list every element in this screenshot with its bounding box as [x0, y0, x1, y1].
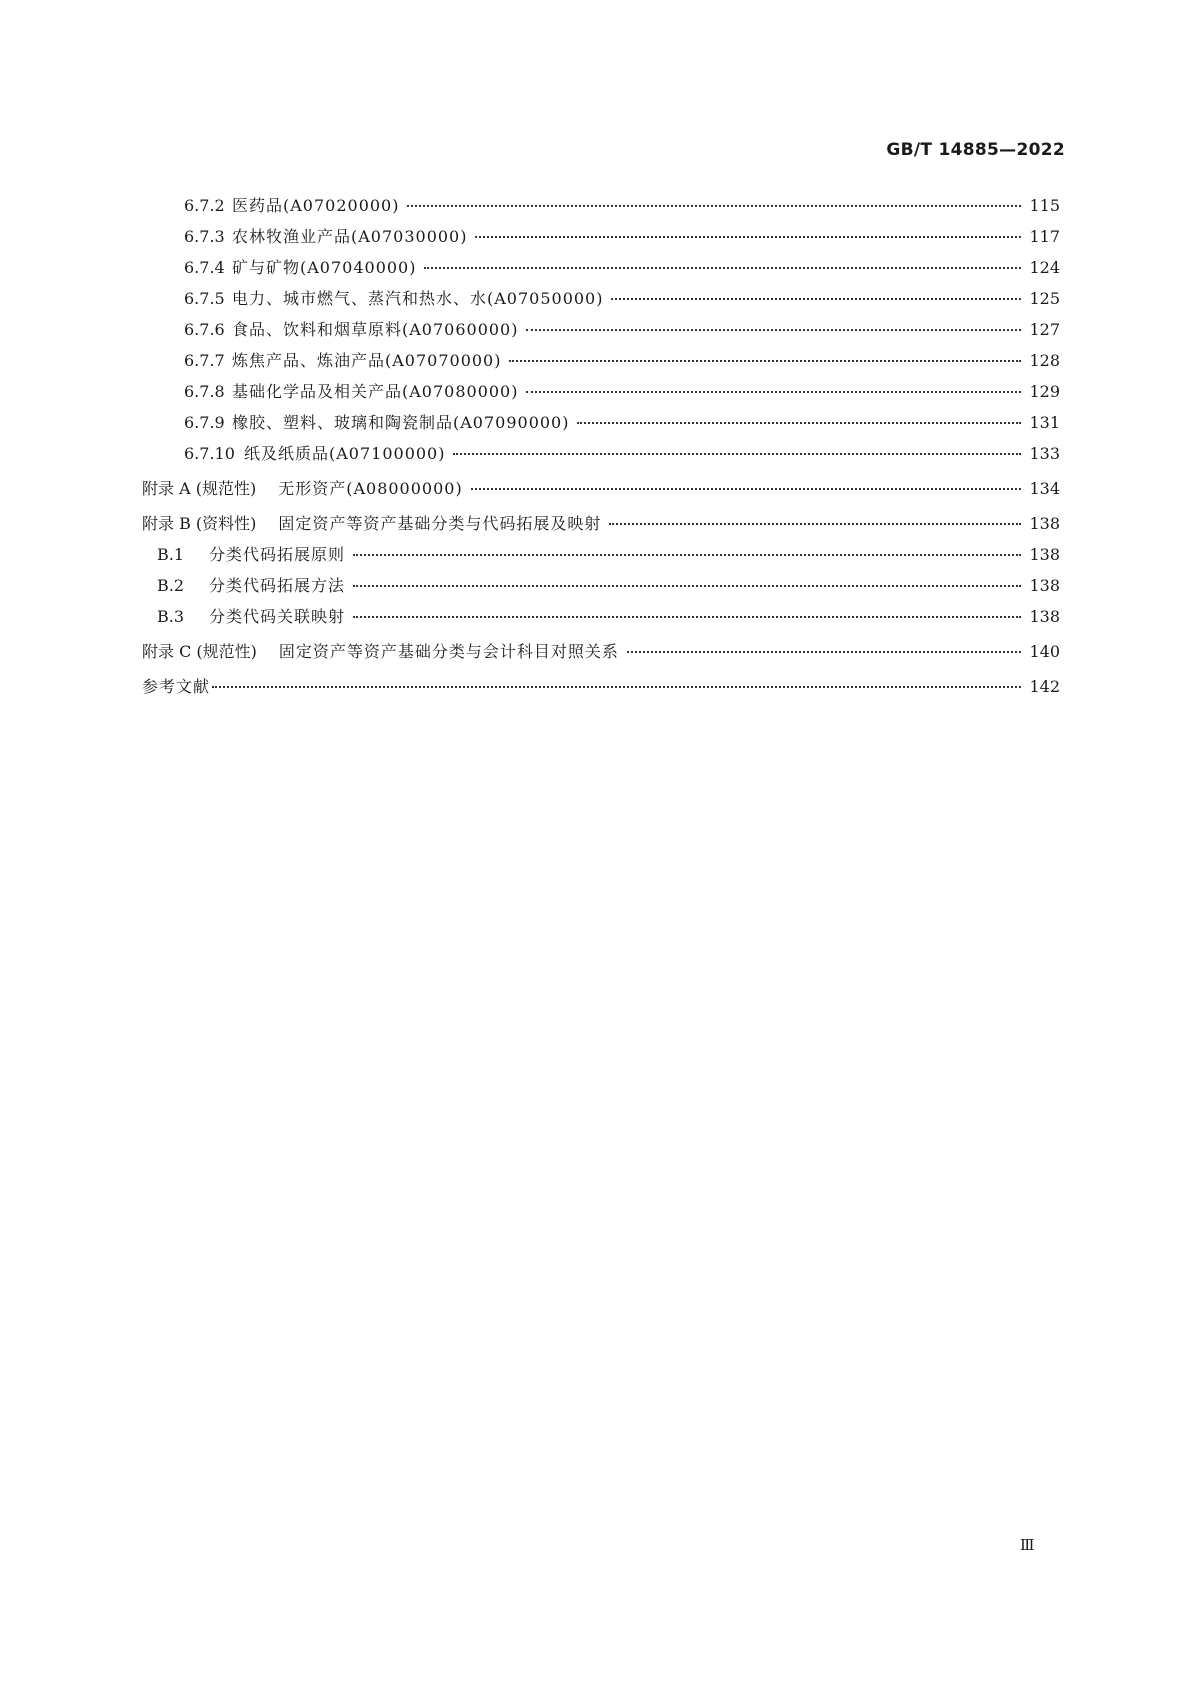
dot-leader [609, 522, 1021, 525]
toc-entry-6-7-6[interactable] [142, 314, 1060, 345]
toc-entry-references[interactable] [142, 671, 1060, 702]
toc-title: 炼焦产品、炼油产品(A07070000) [232, 351, 502, 370]
toc-page: 131 [1029, 413, 1060, 432]
toc-entry-b-3[interactable] [142, 601, 1060, 632]
toc-page: 117 [1029, 227, 1060, 246]
toc-page: 138 [1029, 514, 1060, 533]
page-number: Ⅲ [1020, 1536, 1035, 1554]
standard-code: GB/T 14885—2022 [886, 140, 1065, 160]
toc-page: 125 [1029, 289, 1060, 308]
toc-page: 142 [1029, 677, 1060, 696]
toc-entry-b-2[interactable] [142, 570, 1060, 601]
toc-title: 分类代码拓展原则 [209, 545, 346, 564]
toc-entry-6-7-5[interactable] [142, 283, 1060, 314]
toc-page: 133 [1029, 444, 1060, 463]
dot-leader [212, 685, 1021, 688]
dot-leader [526, 390, 1021, 393]
toc-title: 分类代码关联映射 [209, 607, 346, 626]
toc-number: 6.7.7 [184, 351, 225, 370]
toc-title: 参考文献 [142, 677, 211, 696]
toc-page: 138 [1029, 576, 1060, 595]
dot-leader [509, 359, 1021, 362]
toc-number: 6.7.3 [184, 227, 225, 246]
dot-leader [353, 584, 1021, 587]
toc-number: 附录 B (资料性) [142, 514, 257, 533]
toc-entry-b-1[interactable] [142, 539, 1060, 570]
toc-entry-6-7-7[interactable] [142, 345, 1060, 376]
dot-leader [611, 297, 1021, 300]
toc-page: 128 [1029, 351, 1060, 370]
toc-number: 6.7.10 [184, 444, 235, 463]
table-of-contents [142, 190, 1060, 702]
toc-number: B.1 [157, 545, 185, 564]
toc-page: 134 [1029, 479, 1060, 498]
toc-title: 食品、饮料和烟草原料(A07060000) [232, 320, 519, 339]
toc-page: 124 [1029, 258, 1060, 277]
toc-number: 附录 A (规范性) [142, 479, 257, 498]
toc-entry-6-7-10[interactable] [142, 438, 1060, 469]
toc-page: 138 [1029, 607, 1060, 626]
dot-leader [353, 553, 1021, 556]
dot-leader [407, 204, 1021, 207]
toc-title: 固定资产等资产基础分类与会计科目对照关系 [278, 642, 619, 661]
dot-leader [627, 650, 1022, 653]
toc-entry-6-7-2[interactable] [142, 190, 1060, 221]
toc-title: 基础化学品及相关产品(A07080000) [232, 382, 519, 401]
toc-title: 电力、城市燃气、蒸汽和热水、水(A07050000) [232, 289, 604, 308]
toc-title: 医药品(A07020000) [232, 196, 400, 215]
toc-entry-annex-b[interactable] [142, 508, 1060, 539]
toc-entry-6-7-8[interactable] [142, 376, 1060, 407]
toc-page: 127 [1029, 320, 1060, 339]
toc-entry-annex-c[interactable] [142, 636, 1060, 667]
dot-leader [424, 266, 1021, 269]
dot-leader [353, 615, 1021, 618]
toc-page: 129 [1029, 382, 1060, 401]
toc-title: 农林牧渔业产品(A07030000) [232, 227, 468, 246]
dot-leader [577, 421, 1021, 424]
toc-page: 138 [1029, 545, 1060, 564]
dot-leader [453, 452, 1021, 455]
toc-entry-annex-a[interactable] [142, 473, 1060, 504]
toc-title: 纸及纸质品(A07100000) [244, 444, 446, 463]
dot-leader [475, 235, 1021, 238]
toc-title: 分类代码拓展方法 [209, 576, 346, 595]
toc-number: 6.7.2 [184, 196, 225, 215]
dot-leader [471, 487, 1022, 490]
toc-title: 橡胶、塑料、玻璃和陶瓷制品(A07090000) [232, 413, 570, 432]
toc-number: B.3 [157, 607, 185, 626]
toc-page: 115 [1029, 196, 1060, 215]
toc-number: B.2 [157, 576, 185, 595]
toc-number: 6.7.5 [184, 289, 225, 308]
toc-title: 无形资产(A08000000) [278, 479, 463, 498]
dot-leader [526, 328, 1021, 331]
toc-number: 6.7.4 [184, 258, 225, 277]
toc-number: 附录 C (规范性) [142, 642, 257, 661]
toc-page: 140 [1029, 642, 1060, 661]
toc-entry-6-7-4[interactable] [142, 252, 1060, 283]
toc-entry-6-7-3[interactable] [142, 221, 1060, 252]
toc-number: 6.7.6 [184, 320, 225, 339]
toc-entry-6-7-9[interactable] [142, 407, 1060, 438]
toc-title: 固定资产等资产基础分类与代码拓展及映射 [278, 514, 602, 533]
toc-number: 6.7.8 [184, 382, 225, 401]
toc-title: 矿与矿物(A07040000) [232, 258, 417, 277]
toc-number: 6.7.9 [184, 413, 225, 432]
